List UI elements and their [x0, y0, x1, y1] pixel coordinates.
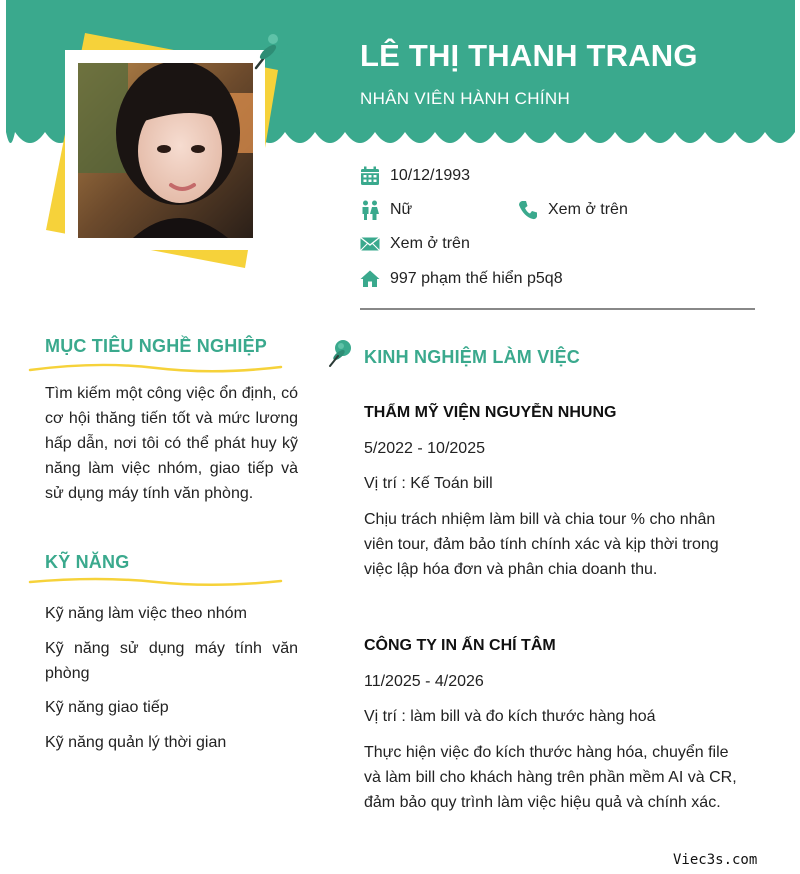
pin-icon — [328, 337, 356, 367]
experience-title: KINH NGHIỆM LÀM VIỆC — [364, 347, 581, 367]
gender-icon — [360, 200, 380, 220]
email-icon — [360, 234, 380, 254]
career-objective-text: Tìm kiếm một công việc ổn định, có cơ hội thăng tiến tốt và mức lương hấp dẫn, nơi tôi có thể phát huy kỹ năng làm việc nhóm, giao tiếp và sử dụng máy tính văn phòng. — [45, 385, 298, 502]
profile-photo — [78, 63, 253, 238]
job-title: NHÂN VIÊN HÀNH CHÍNH — [360, 89, 571, 108]
phone-row — [518, 200, 628, 220]
address-row — [360, 269, 563, 289]
job-period: 11/2025 - 4/2026 — [364, 673, 484, 690]
birthday-value: 10/12/1993 — [390, 167, 471, 184]
skill-item: Kỹ năng giao tiếp — [45, 699, 169, 716]
gender-row — [360, 200, 412, 220]
skills-title: KỸ NĂNG — [45, 552, 130, 572]
section-underline — [28, 576, 283, 588]
email-value: Xem ở trên — [390, 235, 470, 252]
email-row — [360, 234, 470, 254]
section-underline — [28, 362, 283, 374]
address-value: 997 phạm thế hiển p5q8 — [390, 270, 563, 287]
skill-item: Kỹ năng quản lý thời gian — [45, 734, 227, 751]
birthday-row — [360, 166, 470, 186]
job-description: Chịu trách nhiệm làm bill và chia tour % cho nhân viên tour, đảm bảo tính chính xác và kịp thời trong việc lập hóa đơn và phân chia doanh thu. — [364, 511, 719, 578]
contact-divider — [360, 308, 755, 310]
candidate-name: LÊ THỊ THANH TRANG — [360, 38, 698, 73]
home-icon — [360, 269, 380, 289]
career-objective-title: MỤC TIÊU NGHỀ NGHIỆP — [45, 336, 268, 356]
calendar-icon — [360, 166, 380, 186]
skill-item: Kỹ năng sử dụng máy tính văn phòng — [45, 640, 298, 682]
phone-icon — [518, 200, 538, 220]
pin-icon — [250, 24, 294, 72]
job-company: THẨM MỸ VIỆN NGUYỄN NHUNG — [364, 404, 617, 421]
job-position: Vị trí : Kế Toán bill — [364, 475, 493, 492]
skill-item: Kỹ năng làm việc theo nhóm — [45, 605, 247, 622]
watermark-text: Viec3s.com — [673, 852, 758, 868]
job-description: Thực hiện việc đo kích thước hàng hóa, chuyển file và làm bill cho khách hàng trên phần mềm AI và CR, đảm bảo quy trình làm việc hiệu quả và chính xác. — [364, 744, 737, 811]
job-company: CÔNG TY IN ẤN CHÍ TÂM — [364, 637, 556, 654]
phone-value: Xem ở trên — [548, 201, 628, 218]
job-position: Vị trí : làm bill và đo kích thước hàng hoá — [364, 708, 656, 725]
job-period: 5/2022 - 10/2025 — [364, 440, 485, 457]
gender-value: Nữ — [390, 201, 413, 218]
